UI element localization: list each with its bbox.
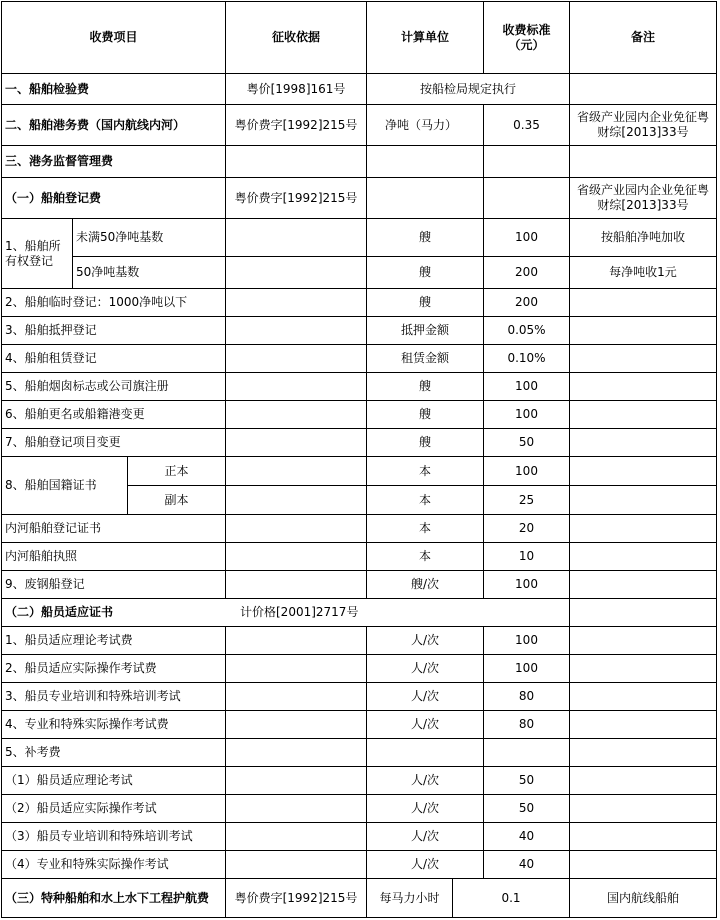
row5-standard: 100 — [484, 219, 570, 257]
row23-unit — [367, 739, 484, 767]
row12-unit: 艘 — [367, 429, 484, 457]
row1-remark — [570, 74, 717, 105]
row6-remark: 每净吨收1元 — [570, 257, 717, 289]
row12-standard: 50 — [484, 429, 570, 457]
row14-sub: 副本 — [128, 486, 226, 515]
row1-basis: 粤价[1998]161号 — [226, 74, 367, 105]
row14-basis — [226, 486, 367, 515]
header-unit: 计算单位 — [367, 1, 484, 74]
row25-remark — [570, 795, 717, 823]
row28-unit: 每马力小时 — [367, 879, 453, 918]
row18-item: （二）船员适应证书 — [1, 599, 226, 627]
row13-remark — [570, 457, 717, 486]
row6-sub: 50净吨基数 — [73, 257, 226, 289]
row23-remark — [570, 739, 717, 767]
row24-basis — [226, 767, 367, 795]
row7-basis — [226, 289, 367, 317]
row11-item: 6、船舶更名或船籍港变更 — [1, 401, 226, 429]
row1-unit-merged: 按船检局规定执行 — [367, 74, 570, 105]
row16-remark — [570, 543, 717, 571]
row23-basis — [226, 739, 367, 767]
row6-basis — [226, 257, 367, 289]
row2-standard: 0.35 — [484, 105, 570, 146]
row2-basis: 粤价费字[1992]215号 — [226, 105, 367, 146]
row16-standard: 10 — [484, 543, 570, 571]
row26-basis — [226, 823, 367, 851]
row21-remark — [570, 683, 717, 711]
row2-item: 二、船舶港务费（国内航线内河） — [1, 105, 226, 146]
row3-standard — [484, 146, 570, 178]
row14-standard: 25 — [484, 486, 570, 515]
row27-unit: 人/次 — [367, 851, 484, 879]
row15-unit: 本 — [367, 515, 484, 543]
row2-remark: 省级产业园内企业免征粤财综[2013]33号 — [570, 105, 717, 146]
row25-unit: 人/次 — [367, 795, 484, 823]
row9-item: 4、船舶租赁登记 — [1, 345, 226, 373]
row6-standard: 200 — [484, 257, 570, 289]
row19-standard: 100 — [484, 627, 570, 655]
row13-basis — [226, 457, 367, 486]
nationality-certificate-group: 8、船舶国籍证书 — [1, 457, 128, 515]
row20-remark — [570, 655, 717, 683]
row5-remark: 按船舶净吨加收 — [570, 219, 717, 257]
row28-standard: 0.1 — [453, 879, 570, 918]
row25-standard: 50 — [484, 795, 570, 823]
row8-basis — [226, 317, 367, 345]
row11-unit: 艘 — [367, 401, 484, 429]
row12-remark — [570, 429, 717, 457]
row20-unit: 人/次 — [367, 655, 484, 683]
row19-remark — [570, 627, 717, 655]
row24-unit: 人/次 — [367, 767, 484, 795]
row3-unit — [367, 146, 484, 178]
row17-item: 9、废钢船登记 — [1, 571, 226, 599]
row12-basis — [226, 429, 367, 457]
row3-basis — [226, 146, 367, 178]
row20-basis — [226, 655, 367, 683]
row13-sub: 正本 — [128, 457, 226, 486]
row5-sub: 未满50净吨基数 — [73, 219, 226, 257]
row8-item: 3、船舶抵押登记 — [1, 317, 226, 345]
row7-item: 2、船舶临时登记：1000净吨以下 — [1, 289, 226, 317]
row7-remark — [570, 289, 717, 317]
row16-item: 内河船舶执照 — [1, 543, 226, 571]
row15-standard: 20 — [484, 515, 570, 543]
row4-basis: 粤价费字[1992]215号 — [226, 178, 367, 219]
row8-unit: 抵押金额 — [367, 317, 484, 345]
row9-remark — [570, 345, 717, 373]
row21-standard: 80 — [484, 683, 570, 711]
row25-item: （2）船员适应实际操作考试 — [1, 795, 226, 823]
row11-remark — [570, 401, 717, 429]
row20-standard: 100 — [484, 655, 570, 683]
row28-item: （三）特种船舶和水上水下工程护航费 — [1, 879, 226, 918]
row6-unit: 艘 — [367, 257, 484, 289]
row13-standard: 100 — [484, 457, 570, 486]
row10-basis — [226, 373, 367, 401]
row24-item: （1）船员适应理论考试 — [1, 767, 226, 795]
header-remark: 备注 — [570, 1, 717, 74]
row26-item: （3）船员专业培训和特殊培训考试 — [1, 823, 226, 851]
row28-remark: 国内航线船舶 — [570, 879, 717, 918]
row21-basis — [226, 683, 367, 711]
row18-remark — [570, 599, 717, 627]
row16-basis — [226, 543, 367, 571]
row7-standard: 200 — [484, 289, 570, 317]
row27-remark — [570, 851, 717, 879]
row26-unit: 人/次 — [367, 823, 484, 851]
row5-basis — [226, 219, 367, 257]
row10-remark — [570, 373, 717, 401]
row14-remark — [570, 486, 717, 515]
row22-item: 4、专业和特殊实际操作考试费 — [1, 711, 226, 739]
row7-unit: 艘 — [367, 289, 484, 317]
row12-item: 7、船舶登记项目变更 — [1, 429, 226, 457]
row11-standard: 100 — [484, 401, 570, 429]
row22-basis — [226, 711, 367, 739]
row9-unit: 租赁金额 — [367, 345, 484, 373]
row9-basis — [226, 345, 367, 373]
row1-item: 一、船舶检验费 — [1, 74, 226, 105]
row20-item: 2、船员适应实际操作考试费 — [1, 655, 226, 683]
row16-unit: 本 — [367, 543, 484, 571]
row10-item: 5、船舶烟囱标志或公司旗注册 — [1, 373, 226, 401]
row26-remark — [570, 823, 717, 851]
fee-table — [1, 1, 717, 918]
row10-standard: 100 — [484, 373, 570, 401]
row17-unit: 艘/次 — [367, 571, 484, 599]
header-standard: 收费标准（元） — [484, 1, 570, 74]
row23-standard — [484, 739, 570, 767]
row24-standard: 50 — [484, 767, 570, 795]
row4-remark: 省级产业园内企业免征粤财综[2013]33号 — [570, 178, 717, 219]
row5-unit: 艘 — [367, 219, 484, 257]
row26-standard: 40 — [484, 823, 570, 851]
row3-item: 三、港务监督管理费 — [1, 146, 226, 178]
header-item: 收费项目 — [1, 1, 226, 74]
row25-basis — [226, 795, 367, 823]
row24-remark — [570, 767, 717, 795]
row21-unit: 人/次 — [367, 683, 484, 711]
row22-unit: 人/次 — [367, 711, 484, 739]
row19-unit: 人/次 — [367, 627, 484, 655]
row2-unit: 净吨（马力） — [367, 105, 484, 146]
row15-item: 内河船舶登记证书 — [1, 515, 226, 543]
row3-remark — [570, 146, 717, 178]
row27-basis — [226, 851, 367, 879]
row11-basis — [226, 401, 367, 429]
row14-unit: 本 — [367, 486, 484, 515]
row22-standard: 80 — [484, 711, 570, 739]
row4-item: （一）船舶登记费 — [1, 178, 226, 219]
header-basis: 征收依据 — [226, 1, 367, 74]
row4-standard — [484, 178, 570, 219]
row17-standard: 100 — [484, 571, 570, 599]
row19-item: 1、船员适应理论考试费 — [1, 627, 226, 655]
row15-basis — [226, 515, 367, 543]
row18-empty — [367, 599, 570, 627]
row21-item: 3、船员专业培训和特殊培训考试 — [1, 683, 226, 711]
row23-item: 5、补考费 — [1, 739, 226, 767]
row10-unit: 艘 — [367, 373, 484, 401]
row27-standard: 40 — [484, 851, 570, 879]
row8-remark — [570, 317, 717, 345]
row15-remark — [570, 515, 717, 543]
row13-unit: 本 — [367, 457, 484, 486]
row19-basis — [226, 627, 367, 655]
row22-remark — [570, 711, 717, 739]
row18-basis: 计价格[2001]2717号 — [226, 599, 367, 627]
row8-standard: 0.05% — [484, 317, 570, 345]
row27-item: （4）专业和特殊实际操作考试 — [1, 851, 226, 879]
row4-unit — [367, 178, 484, 219]
row28-basis: 粤价费字[1992]215号 — [226, 879, 367, 918]
row17-basis — [226, 571, 367, 599]
ownership-registration-group: 1、船舶所有权登记 — [1, 219, 73, 289]
row17-remark — [570, 571, 717, 599]
row9-standard: 0.10% — [484, 345, 570, 373]
